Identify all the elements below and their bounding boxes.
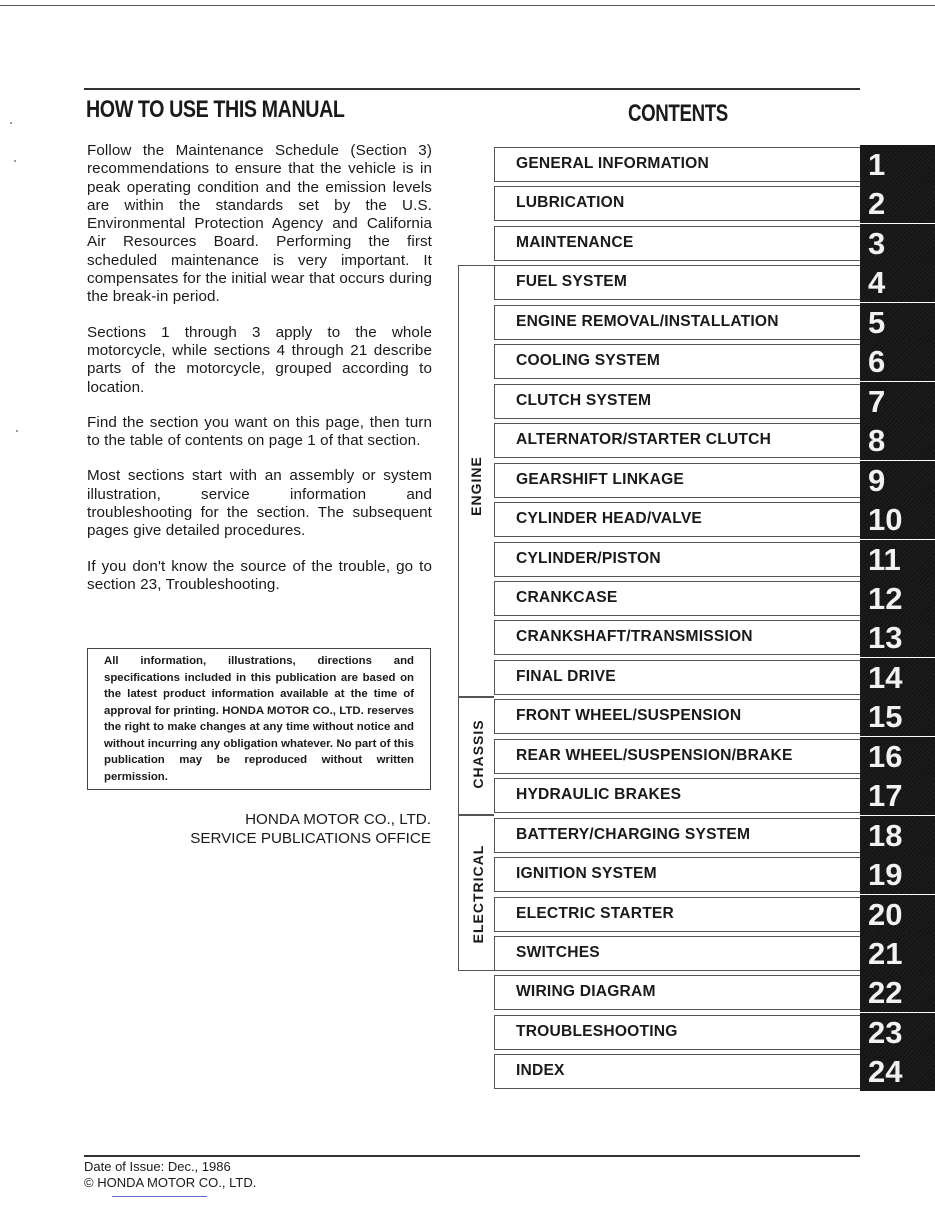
how-to-use-text (87, 142, 432, 611)
section-number-tab: 15 (860, 697, 935, 736)
toc-section-title: FINAL DRIVE (516, 667, 616, 685)
toc-row[interactable] (494, 855, 935, 894)
toc-section-title: CYLINDER HEAD/VALVE (516, 510, 703, 528)
toc-row[interactable] (494, 461, 935, 500)
section-number-tab: 20 (860, 895, 935, 934)
toc-row[interactable] (494, 1052, 935, 1091)
toc-section-title: GEARSHIFT LINKAGE (516, 470, 685, 488)
toc-row[interactable] (494, 737, 935, 776)
contents-heading: CONTENTS (628, 100, 728, 127)
chassis-group-label: CHASSIS (470, 719, 486, 789)
section-number-tab: 11 (860, 540, 935, 579)
paragraph: Sections 1 through 3 apply to the whole motorcycle, while sections 4 through 21 describe parts of the motorcycle, grouped according to location. (87, 323, 432, 396)
toc-section-title: REAR WHEEL/SUSPENSION/BRAKE (516, 746, 793, 764)
toc-row[interactable] (494, 145, 935, 184)
toc-section-title: ELECTRIC STARTER (516, 904, 674, 922)
toc-row[interactable] (494, 263, 935, 302)
toc-row[interactable] (494, 934, 935, 973)
toc-row[interactable] (494, 973, 935, 1012)
section-number-tab: 7 (860, 382, 935, 421)
toc-row[interactable] (494, 342, 935, 381)
toc-row[interactable] (494, 421, 935, 460)
scan-speck (14, 160, 16, 162)
toc-row[interactable] (494, 697, 935, 736)
section-number-tab: 17 (860, 776, 935, 815)
toc-section-title: FUEL SYSTEM (516, 273, 628, 291)
section-number-tab: 8 (860, 421, 935, 460)
toc-row[interactable] (494, 1013, 935, 1052)
section-number-tab: 6 (860, 342, 935, 381)
toc-section-title: SWITCHES (516, 944, 600, 961)
toc-row[interactable] (494, 658, 935, 697)
publisher-block (100, 811, 431, 848)
section-number-tab: 4 (860, 263, 935, 302)
toc-section-title: TROUBLESHOOTING (516, 1022, 678, 1040)
footer (84, 1159, 256, 1191)
toc-row[interactable] (494, 895, 935, 934)
copyright-line: © HONDA MOTOR CO., LTD. (84, 1175, 257, 1190)
section-number-tab: 19 (860, 855, 935, 894)
toc-row[interactable] (494, 816, 935, 855)
toc-section-title: CLUTCH SYSTEM (516, 391, 652, 409)
paragraph: If you don't know the source of the trouble, go to section 23, Troubleshooting. (87, 557, 432, 593)
section-number-tab: 14 (860, 658, 935, 697)
toc-row[interactable] (494, 776, 935, 815)
section-number-tab: 12 (860, 579, 935, 618)
toc-section-title: MAINTENANCE (516, 233, 634, 251)
toc-row[interactable] (494, 618, 935, 657)
paragraph: Find the section you want on this page, then turn to the table of contents on page 1 of that section. (87, 413, 432, 450)
paragraph: Follow the Maintenance Schedule (Section 3) recommendations to ensure that the vehicle is in peak operating condition and the emission levels are within the standards set by the U.S. Environmental Protection Agency and California Air Resources Board. Performing the first scheduled maintenance is very important. It compensates for the initial wear that occurs during the break-in period. (87, 142, 432, 306)
section-number-tab: 2 (860, 184, 935, 223)
toc-section-title: INDEX (516, 1062, 565, 1080)
paragraph: Most sections start with an assembly or system illustration, service information and troubleshooting for the section. The subsequent pages give detailed procedures. (87, 467, 432, 540)
toc-row[interactable] (494, 224, 935, 263)
section-number-tab: 18 (860, 816, 935, 855)
section-number-tab: 3 (860, 224, 935, 263)
notice-text: All information, illustrations, directions and specifications included in this publication are based on the latest product information available at the time of approval for printing. HONDA MOTOR CO., LTD. reserves the right to make changes at any time without notice and without incurring any obligation whatever. No part of this publication may be reproduced without written permission. (104, 655, 414, 783)
top-edge-line (0, 5, 935, 6)
section-number-tab: 22 (860, 973, 935, 1012)
toc-section-title: COOLING SYSTEM (516, 352, 661, 370)
scan-speck (16, 430, 18, 432)
toc-section-title: IGNITION SYSTEM (516, 865, 657, 883)
scan-speck (10, 122, 12, 124)
toc-section-title: CRANKSHAFT/TRANSMISSION (516, 628, 753, 646)
publisher-name: HONDA MOTOR CO., LTD. (245, 811, 431, 828)
toc-section-title: CYLINDER/PISTON (516, 549, 661, 567)
section-number-tab: 16 (860, 737, 935, 776)
section-number-tab: 10 (860, 500, 935, 539)
toc-section-title: BATTERY/CHARGING SYSTEM (516, 825, 751, 843)
toc-row[interactable] (494, 303, 935, 342)
toc-section-title: LUBRICATION (516, 194, 625, 212)
electrical-group-label: ELECTRICAL (470, 844, 486, 944)
toc-section-title: HYDRAULIC BRAKES (516, 786, 682, 804)
toc-row[interactable] (494, 500, 935, 539)
footer-rule (84, 1155, 860, 1157)
section-number-tab: 5 (860, 303, 935, 342)
toc-section-title: GENERAL INFORMATION (516, 155, 709, 172)
publisher-office: SERVICE PUBLICATIONS OFFICE (190, 829, 431, 847)
date-of-issue: Date of Issue: Dec., 1986 (84, 1159, 231, 1174)
toc-section-title: WIRING DIAGRAM (516, 983, 656, 1001)
engine-group-label: ENGINE (468, 456, 484, 516)
section-number-tab: 21 (860, 934, 935, 973)
toc-row[interactable] (494, 184, 935, 223)
blue-underline-mark (112, 1196, 207, 1197)
toc-section-title: ALTERNATOR/STARTER CLUTCH (516, 431, 772, 449)
section-number-tab: 13 (860, 618, 935, 657)
copyright-notice-box (87, 648, 431, 790)
toc-row[interactable] (494, 540, 935, 579)
section-number-tab: 1 (860, 145, 935, 184)
section-number-tab: 23 (860, 1013, 935, 1052)
toc-section-title: CRANKCASE (516, 588, 618, 606)
section-number-tab: 9 (860, 461, 935, 500)
toc-row[interactable] (494, 382, 935, 421)
section-number-tab: 24 (860, 1052, 935, 1091)
how-to-use-heading: HOW TO USE THIS MANUAL (86, 96, 345, 123)
toc-row[interactable] (494, 579, 935, 618)
toc-section-title: FRONT WHEEL/SUSPENSION (516, 707, 742, 725)
header-rule (84, 88, 860, 90)
toc-section-title: ENGINE REMOVAL/INSTALLATION (516, 312, 779, 330)
